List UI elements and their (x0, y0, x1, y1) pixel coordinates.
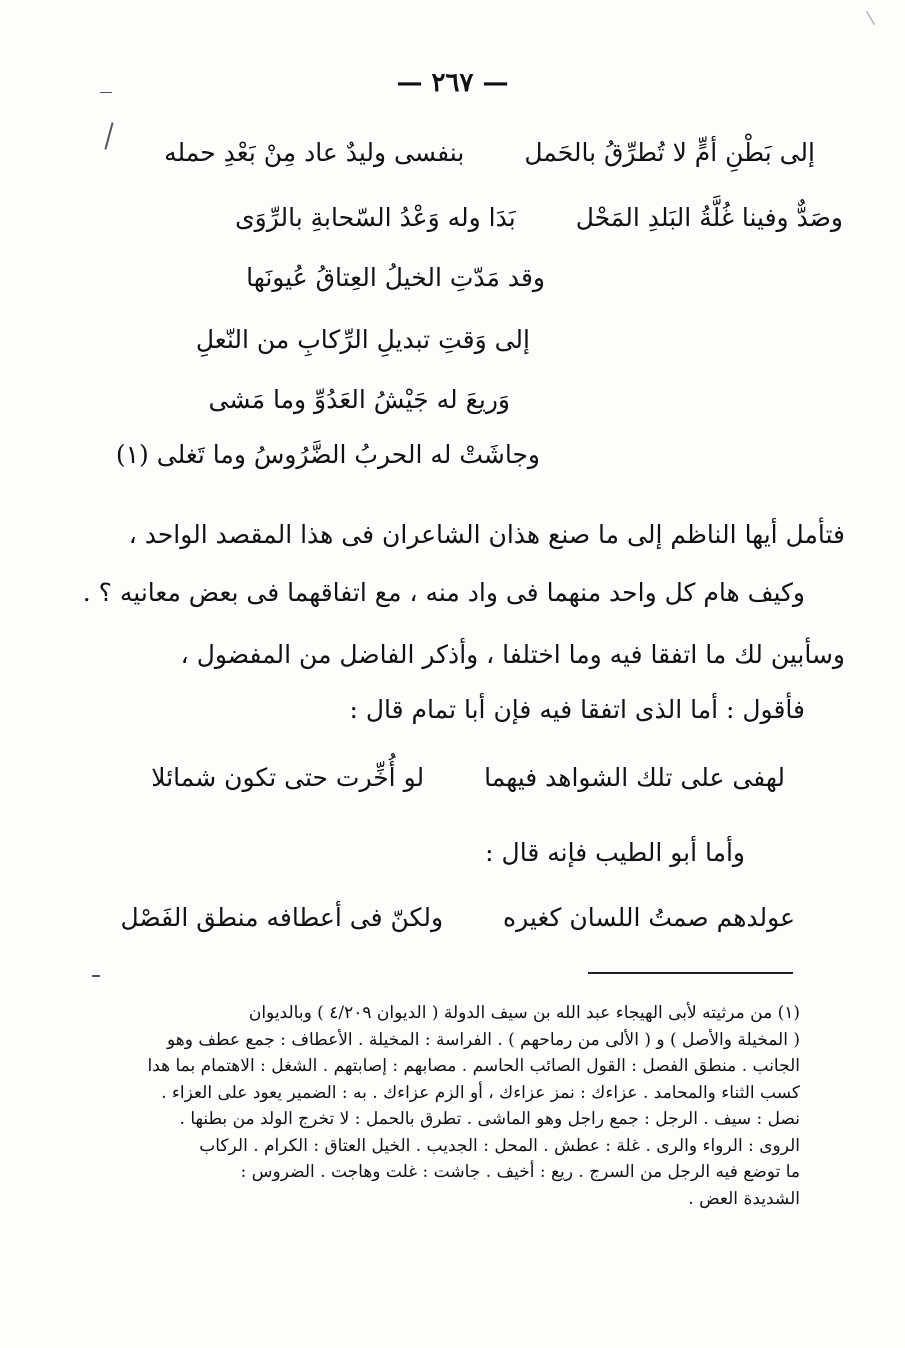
verse-line-3 (246, 263, 545, 293)
footnote-line: ( المخيلة والأصل ) و ( الألى من رماحهم ) . الفراسة : المخيلة . الأعطاف : جمع عطف وهو (166, 1029, 800, 1050)
footnote-line: الروى : الرواء والرى . غلة : عطش . المحل : الجديب . الخيل العتاق : الكرام . الركاب (199, 1135, 800, 1156)
prose-line-4: فأقول : أما الذى اتفقا فيه فإن أبا تمام قال : (349, 695, 805, 724)
scan-mark (92, 975, 100, 977)
verse-hemistich-first: وصَدٌّ وفينا غُلَّةُ البَلدِ المَحْل (575, 203, 843, 232)
verse-hemistich: إلى وَقتِ تبديلِ الرِّكابِ من النّعلِ (195, 325, 530, 354)
prose-line-1: فتأمل أيها الناظم إلى ما صنع هذان الشاعران فى هذا المقصد الواحد ، (128, 520, 845, 549)
footnote (120, 1000, 800, 1212)
verse-hemistich: وجاشَتْ له الحربُ الضَّرُوسُ وما تَغلى (١) (115, 440, 540, 469)
verse-hemistich-second: ولكنّ فى أعطافه منطق الفَصْل (120, 903, 444, 932)
scan-mark (100, 92, 112, 93)
prose-line-3: وسأبين لك ما اتفقا فيه وما اختلفا ، وأذكر الفاضل من المفضول ، (180, 640, 845, 669)
verse-line-6 (116, 440, 540, 470)
footnote-divider (588, 972, 793, 974)
verse-hemistich-first: لهفى على تلك الشواهد فيهما (484, 763, 785, 792)
prose-line-2: وكيف هام كل واحد منهما فى واد منه ، مع اتفاقهما فى بعض معانيه ؟ . (82, 578, 805, 607)
verse-line-1 (164, 138, 815, 168)
verse-hemistich: وَريعَ له جَيْشُ العَدُوِّ وما مَشى (208, 385, 510, 414)
verse-line-2 (235, 203, 843, 233)
footnote-line: كسب الثناء والمحامد . عزاءك : نمز عزاءك ، أو الزم عزاءك . به : الضمير يعود على العزاء . (161, 1082, 800, 1103)
verse-line-5 (209, 385, 510, 415)
verse-hemistich-first: عولدهم صمتُ اللسان كغيره (503, 903, 795, 932)
verse-hemistich-second: لو أُخِّرت حتى تكون شمائلا (151, 763, 425, 792)
scan-mark (866, 11, 875, 25)
verse-hemistich-first: إلى بَطْنِ أمٍّ لا تُطرِّقُ بالحَمل (524, 138, 815, 167)
verse-line-8 (120, 903, 795, 933)
verse-hemistich-second: بَدَا وله وَعْدُ السّحابةِ بالرِّوَى (235, 203, 516, 232)
verse-line-7 (151, 763, 785, 793)
footnote-line: نصل : سيف . الرجل : جمع راجل وهو الماشى . تطرق بالحمل : لا تخرج الولد من بطنها . (179, 1109, 800, 1129)
footnote-line: الجانب . منطق الفصل : القول الصائب الحاسم . مصابهم : إصابتهم . الشغل : الاهتمام بما هدا (147, 1056, 800, 1076)
footnote-line: ما توضع فيه الرجل من السرج . ريع : أخيف . جاشت : غلت وهاجت . الضروس : (240, 1162, 800, 1182)
verse-line-4 (196, 325, 530, 355)
prose-line-5: وأما أبو الطيب فإنه قال : (485, 838, 745, 867)
footnote-line: (١) من مرثيته لأبى الهيجاء عبد الله بن سيف الدولة ( الديوان ٤/٢٠٩ ) وبالديوان (248, 1003, 800, 1023)
footnote-line: الشديدة العض . (688, 1188, 800, 1209)
page-number: — ٢٦٧ — (396, 68, 509, 98)
verse-hemistich-second: بنفسى وليدٌ عاد مِنْ بَعْدِ حمله (164, 138, 465, 167)
scan-mark (104, 122, 113, 150)
verse-hemistich: وقد مَدّتِ الخيلُ العِتاقُ عُيونَها (246, 263, 545, 292)
